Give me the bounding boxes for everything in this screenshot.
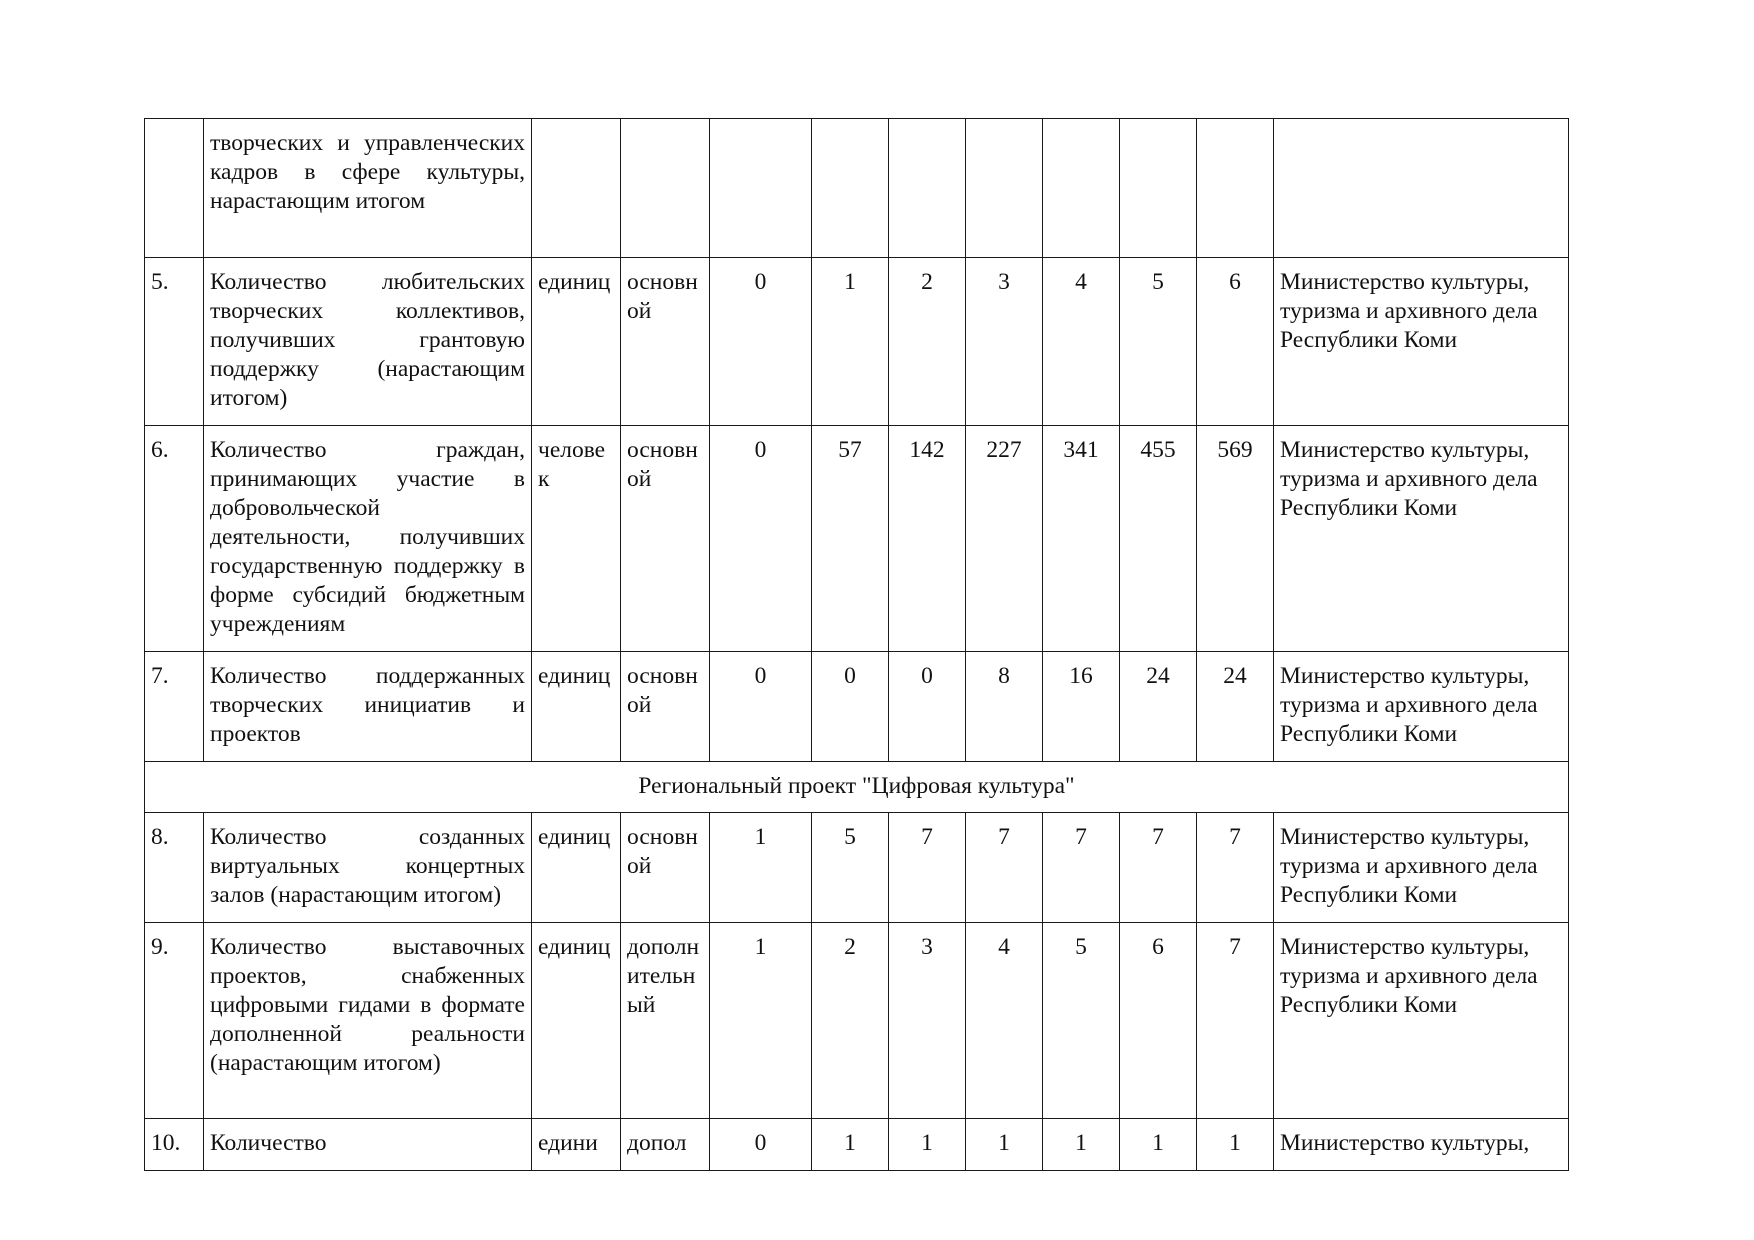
value-cell — [889, 119, 966, 258]
value-cell: 0 — [710, 426, 812, 652]
indicator-type-cell: основной — [621, 258, 710, 426]
value-cell: 7 — [1197, 813, 1274, 923]
value-cell: 24 — [1197, 652, 1274, 762]
unit-cell: единиц — [532, 258, 621, 426]
indicator-name-cell: Количество поддержанных творческих инициатив и проектов — [204, 652, 532, 762]
row-number-cell: 5. — [145, 258, 204, 426]
responsible-cell — [1274, 119, 1569, 258]
table-row — [145, 652, 1569, 762]
value-cell — [966, 119, 1043, 258]
value-cell — [1197, 119, 1274, 258]
table-row — [145, 923, 1569, 1119]
value-cell: 1 — [812, 1119, 889, 1171]
unit-cell — [532, 119, 621, 258]
responsible-cell: Министерство культуры, туризма и архивного дела Республики Коми — [1274, 923, 1569, 1119]
table-row-continuation — [145, 119, 1569, 258]
indicator-name-cell: творческих и управленческих кадров в сфере культуры, нарастающим итогом — [204, 119, 532, 258]
indicator-type-cell: основной — [621, 813, 710, 923]
value-cell: 0 — [710, 1119, 812, 1171]
value-cell: 1 — [966, 1119, 1043, 1171]
value-cell: 341 — [1043, 426, 1120, 652]
value-cell: 7 — [1043, 813, 1120, 923]
responsible-cell: Министерство культуры, туризма и архивного дела Республики Коми — [1274, 258, 1569, 426]
value-cell: 6 — [1120, 923, 1197, 1119]
indicator-type-cell: основной — [621, 426, 710, 652]
row-number-cell — [145, 119, 204, 258]
indicator-name-cell: Количество граждан, принимающих участие в добровольческой деятельности, получивших государственную поддержку в форме субсидий бюджетным учреждениям — [204, 426, 532, 652]
value-cell: 16 — [1043, 652, 1120, 762]
value-cell: 1 — [1043, 1119, 1120, 1171]
indicator-name-cell: Количество созданных виртуальных концертных залов (нарастающим итогом) — [204, 813, 532, 923]
value-cell: 5 — [1120, 258, 1197, 426]
row-number-cell: 10. — [145, 1119, 204, 1171]
table-row — [145, 813, 1569, 923]
value-cell: 4 — [1043, 258, 1120, 426]
value-cell: 1 — [812, 258, 889, 426]
table-body — [145, 119, 1569, 1171]
section-header: Региональный проект "Цифровая культура" — [145, 762, 1569, 813]
indicator-type-cell — [621, 119, 710, 258]
unit-cell: едини — [532, 1119, 621, 1171]
value-cell: 7 — [889, 813, 966, 923]
value-cell: 0 — [812, 652, 889, 762]
value-cell — [710, 119, 812, 258]
responsible-cell: Министерство культуры, туризма и архивного дела Республики Коми — [1274, 426, 1569, 652]
value-cell: 142 — [889, 426, 966, 652]
value-cell: 0 — [889, 652, 966, 762]
table-row — [145, 1119, 1569, 1171]
unit-cell: единиц — [532, 813, 621, 923]
value-cell: 1 — [710, 923, 812, 1119]
value-cell: 24 — [1120, 652, 1197, 762]
indicators-table — [144, 118, 1569, 1171]
responsible-cell: Министерство культуры, — [1274, 1119, 1569, 1171]
section-header-row — [145, 762, 1569, 813]
table-row — [145, 426, 1569, 652]
indicator-type-cell: дополнительный — [621, 923, 710, 1119]
value-cell: 3 — [966, 258, 1043, 426]
indicator-type-cell: основной — [621, 652, 710, 762]
value-cell: 5 — [1043, 923, 1120, 1119]
value-cell: 1 — [1120, 1119, 1197, 1171]
value-cell: 1 — [710, 813, 812, 923]
value-cell: 7 — [966, 813, 1043, 923]
unit-cell: единиц — [532, 923, 621, 1119]
unit-cell: человек — [532, 426, 621, 652]
value-cell: 8 — [966, 652, 1043, 762]
value-cell: 455 — [1120, 426, 1197, 652]
row-number-cell: 7. — [145, 652, 204, 762]
responsible-cell: Министерство культуры, туризма и архивного дела Республики Коми — [1274, 813, 1569, 923]
indicator-name-cell: Количество — [204, 1119, 532, 1171]
value-cell: 2 — [889, 258, 966, 426]
value-cell: 4 — [966, 923, 1043, 1119]
table-row — [145, 258, 1569, 426]
value-cell: 1 — [1197, 1119, 1274, 1171]
value-cell: 6 — [1197, 258, 1274, 426]
indicator-name-cell: Количество любительских творческих коллективов, получивших грантовую поддержку (нарастающим итогом) — [204, 258, 532, 426]
value-cell — [1120, 119, 1197, 258]
value-cell: 1 — [889, 1119, 966, 1171]
value-cell: 7 — [1197, 923, 1274, 1119]
value-cell: 227 — [966, 426, 1043, 652]
responsible-cell: Министерство культуры, туризма и архивного дела Республики Коми — [1274, 652, 1569, 762]
value-cell: 5 — [812, 813, 889, 923]
value-cell: 7 — [1120, 813, 1197, 923]
indicator-name-cell: Количество выставочных проектов, снабженных цифровыми гидами в формате дополненной реальности (нарастающим итогом) — [204, 923, 532, 1119]
value-cell: 0 — [710, 258, 812, 426]
indicator-type-cell: допол — [621, 1119, 710, 1171]
value-cell — [1043, 119, 1120, 258]
value-cell: 3 — [889, 923, 966, 1119]
value-cell — [812, 119, 889, 258]
unit-cell: единиц — [532, 652, 621, 762]
row-number-cell: 6. — [145, 426, 204, 652]
row-number-cell: 9. — [145, 923, 204, 1119]
value-cell: 57 — [812, 426, 889, 652]
value-cell: 2 — [812, 923, 889, 1119]
value-cell: 569 — [1197, 426, 1274, 652]
value-cell: 0 — [710, 652, 812, 762]
row-number-cell: 8. — [145, 813, 204, 923]
